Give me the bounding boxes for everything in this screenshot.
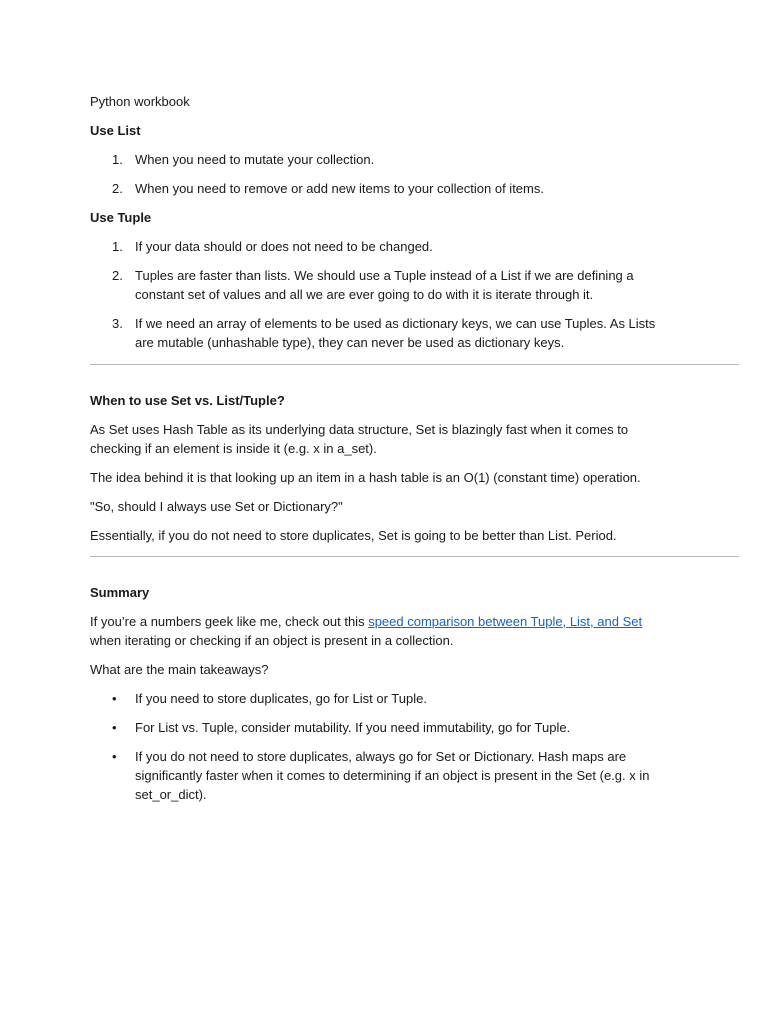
list-item-text: If you need to store duplicates, go for List or Tuple. — [135, 691, 427, 706]
list-item — [90, 237, 670, 256]
section-divider — [90, 556, 739, 557]
use-tuple-items — [90, 237, 670, 352]
list-item — [90, 266, 670, 304]
speed-comparison-link[interactable]: speed comparison between Tuple, List, and Set — [368, 614, 643, 629]
list-number: 1. — [112, 239, 123, 254]
list-number: 2. — [112, 181, 123, 196]
paragraph: "So, should I always use Set or Dictionary?" — [90, 499, 343, 514]
list-item-text: When you need to remove or add new items to your collection of items. — [135, 181, 544, 196]
bullet-icon: • — [112, 749, 117, 764]
list-number: 3. — [112, 316, 123, 331]
paragraph: The idea behind it is that looking up an item in a hash table is an O(1) (constant time) operation. — [90, 470, 641, 485]
paragraph: As Set uses Hash Table as its underlying data structure, Set is blazingly fast when it comes to checking if an element is inside it (e.g. x in a_set). — [90, 422, 629, 456]
list-item — [90, 747, 670, 804]
document-title: Python workbook — [90, 94, 190, 109]
list-number: 2. — [112, 268, 123, 283]
summary-intro — [90, 612, 670, 650]
list-item-text: Tuples are faster than lists. We should use a Tuple instead of a List if we are defining a constant set of values and all we are ever going to do with it is iterate through it. — [135, 268, 634, 302]
list-item — [90, 150, 670, 169]
list-item-text: If you do not need to store duplicates, always go for Set or Dictionary. Hash maps are significantly faster when it comes to determining if an object is present in the Set (e.g. x in set_or_dict). — [135, 749, 650, 802]
list-item-text: For List vs. Tuple, consider mutability. If you need immutability, go for Tuple. — [135, 720, 571, 735]
takeaways-question: What are the main takeaways? — [90, 662, 269, 677]
section-divider — [90, 364, 739, 365]
list-item — [90, 689, 670, 708]
summary-heading: Summary — [90, 585, 150, 600]
summary-intro-text: when iterating or checking if an object is present in a collection. — [90, 633, 454, 648]
use-tuple-heading: Use Tuple — [90, 210, 152, 225]
paragraph: Essentially, if you do not need to store duplicates, Set is going to be better than List. Period. — [90, 528, 617, 543]
summary-intro-text: If you’re a numbers geek like me, check out this — [90, 614, 369, 629]
document-body — [90, 92, 670, 814]
use-list-heading: Use List — [90, 123, 141, 138]
bullet-icon: • — [112, 720, 117, 735]
bullet-icon: • — [112, 691, 117, 706]
list-item-text: If your data should or does not need to be changed. — [135, 239, 433, 254]
list-item — [90, 314, 670, 352]
list-item-text: If we need an array of elements to be used as dictionary keys, we can use Tuples. As Lists are mutable (unhashable type), they can never be used as dictionary keys. — [135, 316, 656, 350]
list-item — [90, 718, 670, 737]
set-section-heading: When to use Set vs. List/Tuple? — [90, 393, 285, 408]
list-item — [90, 179, 670, 198]
list-item-text: When you need to mutate your collection. — [135, 152, 375, 167]
use-list-items — [90, 150, 670, 198]
list-number: 1. — [112, 152, 123, 167]
takeaways-list — [90, 689, 670, 804]
